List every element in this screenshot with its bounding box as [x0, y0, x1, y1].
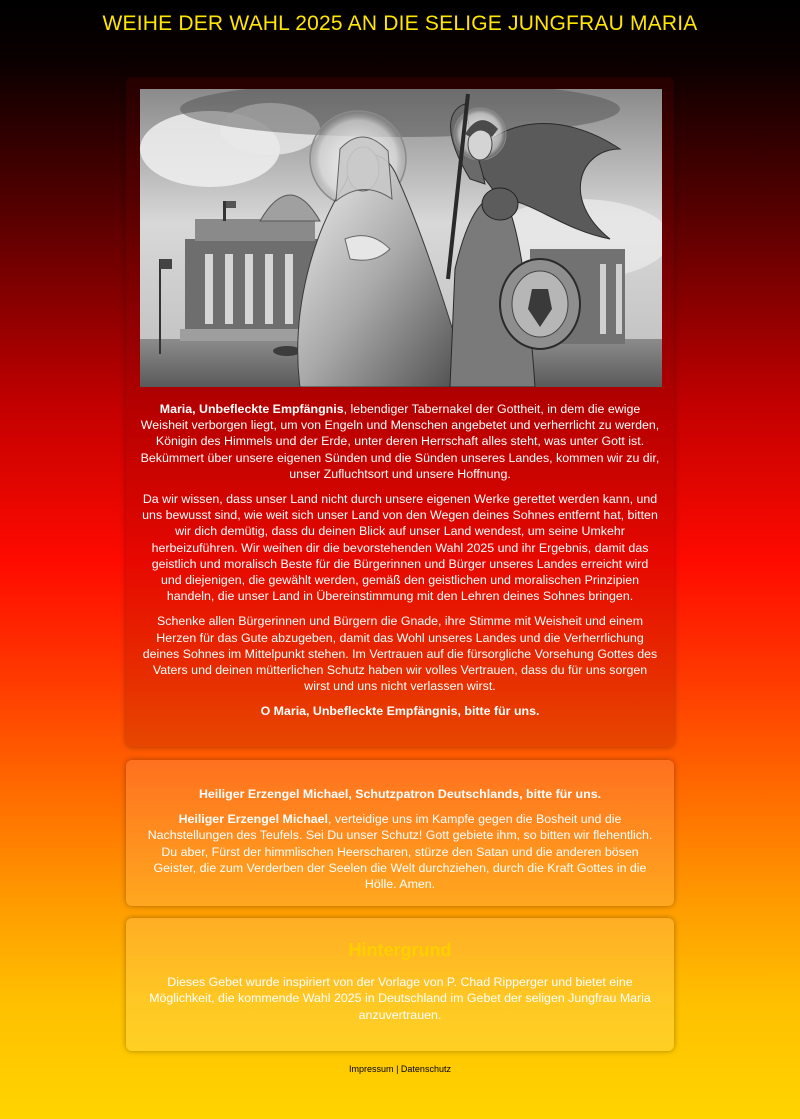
prayer-paragraph-1-lead: Maria, Unbefleckte Empfängnis [159, 402, 344, 416]
prayer-paragraph-1 [140, 401, 660, 482]
michael-heading [140, 786, 660, 802]
consecration-prayer-card [126, 77, 674, 747]
datenschutz-link[interactable]: Datenschutz [400, 1064, 451, 1074]
footer-separator: | [396, 1064, 399, 1074]
prayer-paragraph-1-text: , lebendiger Tabernakel der Gottheit, in dem die ewige Weisheit verborgen liegt, um von Engeln und Menschen angebetet und verherrlicht zu werden, Königin des Himmels und der Erde, unter deren Herrschaft alles steht, was unter Gott ist. Bekümmert über unsere eigenen Sünden und die Sünden unseres Landes, kommen wir zu dir, unser Zufluchtsort und unsere Hoffnung. [140, 402, 660, 481]
michael-prayer-text: , verteidige uns im Kampfe gegen die Bosheit und die Nachstellungen des Teufels. Sei Du unser Schutz! Gott gebiete ihm, so bitten wir flehentlich. Du aber, Fürst der himmlischen Heerscharen, stürze den Satan und die anderen bösen Geister, die zum Verderben der Seelen die Welt durchziehen, durch die Kraft Gottes in die Hölle. Amen. [147, 812, 653, 892]
prayer-paragraph-3: Schenke allen Bürgerinnen und Bürgern die Gnade, ihre Stimme mit Weisheit und einem Herzen für das Gute abzugeben, damit das Wohl unseres Landes und die Verherrlichung deines Sohnes im Mittelpunkt stehen. Im Vertrauen auf die fürsorgliche Vorsehung Gottes des Vaters und deinen mütterlichen Schutz haben wir volles Vertrauen, dass du für uns sorgen wirst und uns nicht verlassen wirst. [142, 614, 658, 694]
background-text: Dieses Gebet wurde inspiriert von der Vorlage von P. Chad Ripperger und bietet eine Möglichkeit, die kommende Wahl 2025 in Deutschland im Gebet der seligen Jungfrau Maria anzuvertrauen. [149, 975, 651, 1022]
michael-prayer-paragraph [140, 811, 660, 892]
prayer-paragraph-2: Da wir wissen, dass unser Land nicht durch unsere eigenen Werke gerettet werden kann, und uns bewusst sind, wie weit sich unser Land von den Wegen deines Sohnes entfernt hat, bitten wir dich demütig, dass du deinen Blick auf unser Land wendest, um seine Umkehr herbeizuführen. Wir weihen dir die bevorstehenden Wahl 2025 und ihr Ergebnis, damit das geistlich und moralisch Beste für die Bürgerinnen und Bürger unseres Landes erreicht wird und diejenigen, die gewählt werden, gemäß den geistlichen und moralischen Prinzipien handeln, die unser Land in Übereinstimmung mit den Lehren deines Sohnes bringen. [142, 492, 658, 604]
prayer-closing-text: O Maria, Unbefleckte Empfängnis, bitte für uns. [260, 704, 540, 719]
prayer-closing [140, 703, 660, 719]
michael-prayer-card [126, 760, 674, 906]
background-heading: Hintergrund [348, 940, 452, 960]
background-card [126, 918, 674, 1051]
hero-image-mary-archangel-michael-reichstag [140, 89, 662, 387]
page-title: WEIHE DER WAHL 2025 AN DIE SELIGE JUNGFRAU MARIA [102, 12, 698, 35]
impressum-link[interactable]: Impressum [349, 1064, 394, 1074]
footer [0, 1064, 800, 1074]
michael-heading-text: Heiliger Erzengel Michael, Schutzpatron Deutschlands, bitte für uns. [198, 787, 602, 801]
michael-prayer-lead: Heiliger Erzengel Michael [178, 812, 328, 827]
